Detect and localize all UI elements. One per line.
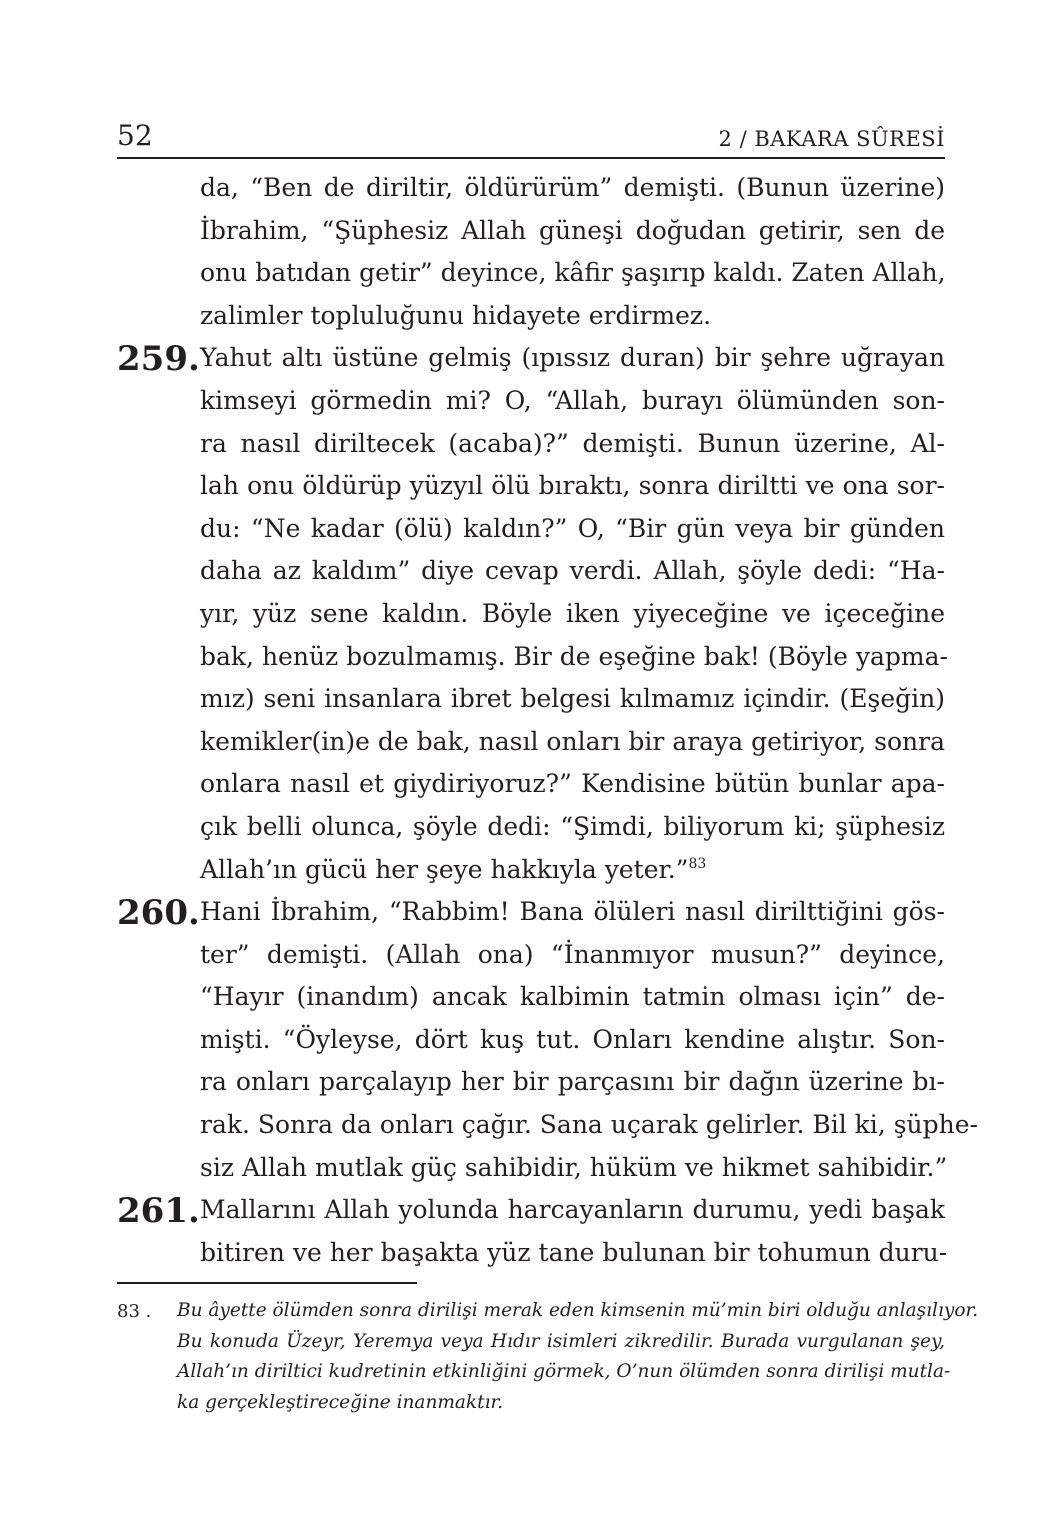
text-line: rak. Sonra da onları çağır. Sana uçarak gelirler. Bil ki, şüphe- [200, 1110, 978, 1140]
running-head: 2 / BAKARA SÛRESİ [718, 127, 945, 151]
text-line: zalimler topluluğunu hidayete erdirmez. [200, 300, 712, 330]
text-line: da, “Ben de diriltir, öldürürüm” demişti. (Bunun üzerine) [200, 173, 945, 202]
text-line: Yahut altı üstüne gelmiş (ıpıssız duran) bir şehre uğrayan [200, 343, 945, 373]
text-line: mız) seni insanlara ibret belgesi kılmamız içindir. (Eşeğin) [200, 684, 945, 714]
page-number: 52 [117, 119, 153, 152]
text-line: onu batıdan getir” deyince, kâfir şaşırıp kaldı. Zaten Allah, [200, 258, 946, 288]
verse-259 [117, 337, 948, 891]
footnote-83 [117, 1296, 979, 1419]
text-line: bak, henüz bozulmamış. Bir de eşeğine bak! (Böyle yapma- [200, 641, 948, 671]
footnote-text [117, 1296, 979, 1419]
text-line: bitiren ve her başakta yüz tane bulunan bir tohumun duru- [200, 1237, 948, 1267]
text-line: lah onu öldürüp yüzyıl ölü bıraktı, sonra diriltti ve ona sor- [200, 471, 945, 501]
footnote-line: Allah’ın diriltici kudretinin etkinliğini görmek, O’nun ölümden sonra dirilişi mutla- [177, 1361, 951, 1383]
footnote-line: Bu konuda Üzeyr, Yeremya veya Hıdır isimleri zikredilir. Burada vurgulanan şey, [177, 1330, 945, 1352]
text-line: ra onları parçalayıp her bir parçasını bir dağın üzerine bı- [200, 1067, 945, 1097]
verse-261 [117, 1189, 948, 1274]
text-line-with-footnote [200, 849, 945, 892]
verse-number: 259. [117, 339, 200, 380]
text-line: du: “Ne kadar (ölü) kaldın?” O, “Bir gün veya bir günden [200, 513, 945, 543]
footnote-line: Bu âyette ölümden sonra dirilişi merak eden kimsenin mü’min biri olduğu anlaşılıyor. [177, 1300, 979, 1321]
footnote-number: 83 . [117, 1301, 152, 1322]
main-text [117, 167, 978, 1274]
page-header [117, 118, 945, 160]
text-line: İbrahim, “Şüphesiz Allah güneşi doğudan getirir, sen de [200, 215, 945, 245]
paragraph-continuation [117, 167, 945, 337]
text-line: kemikler(in)e de bak, nasıl onları bir araya getiriyor, sonra [200, 726, 945, 756]
text-line: ra nasıl diriltecek (acaba)?” demişti. Bunun üzerine, Al- [200, 428, 945, 458]
footnote-line: ka gerçekleştireceğine inanmaktır. [177, 1392, 504, 1414]
verse-number: 260. [117, 893, 200, 934]
text-line: Hani İbrahim, “Rabbim! Bana ölüleri nasıl dirilttiğini gös- [200, 897, 945, 927]
footnote-reference[interactable]: 83 [688, 855, 707, 872]
text-line: mişti. “Öyleyse, dört kuş tut. Onları kendine alıştır. Son- [200, 1024, 945, 1054]
text-line: Mallarını Allah yolunda harcayanların durumu, yedi başak [200, 1195, 945, 1225]
header-rule [117, 157, 945, 159]
text-line: daha az kaldım” diye cevap verdi. Allah, şöyle dedi: “Ha- [200, 556, 945, 586]
text-line: siz Allah mutlak güç sahibidir, hüküm ve hikmet sahibidir.” [200, 1152, 948, 1182]
verse-number: 261. [117, 1191, 200, 1232]
text-line: yır, yüz sene kaldın. Böyle iken yiyeceğine ve içeceğine [200, 598, 945, 628]
footnote-separator [117, 1282, 417, 1284]
text-line: Allah’ın gücü her şeye hakkıyla yeter.” [200, 854, 689, 884]
text-line: çık belli olunca, şöyle dedi: “Şimdi, biliyorum ki; şüphesiz [200, 811, 945, 841]
text-line: “Hayır (inandım) ancak kalbimin tatmin olması için” de- [200, 982, 945, 1012]
verse-260 [117, 891, 978, 1189]
text-line: kimseyi görmedin mi? O, “Allah, burayı ölümünden son- [200, 385, 945, 415]
text-line: onlara nasıl et giydiriyoruz?” Kendisine bütün bunlar apa- [200, 769, 945, 799]
text-line: ter” demişti. (Allah ona) “İnanmıyor musun?” deyince, [200, 939, 945, 969]
